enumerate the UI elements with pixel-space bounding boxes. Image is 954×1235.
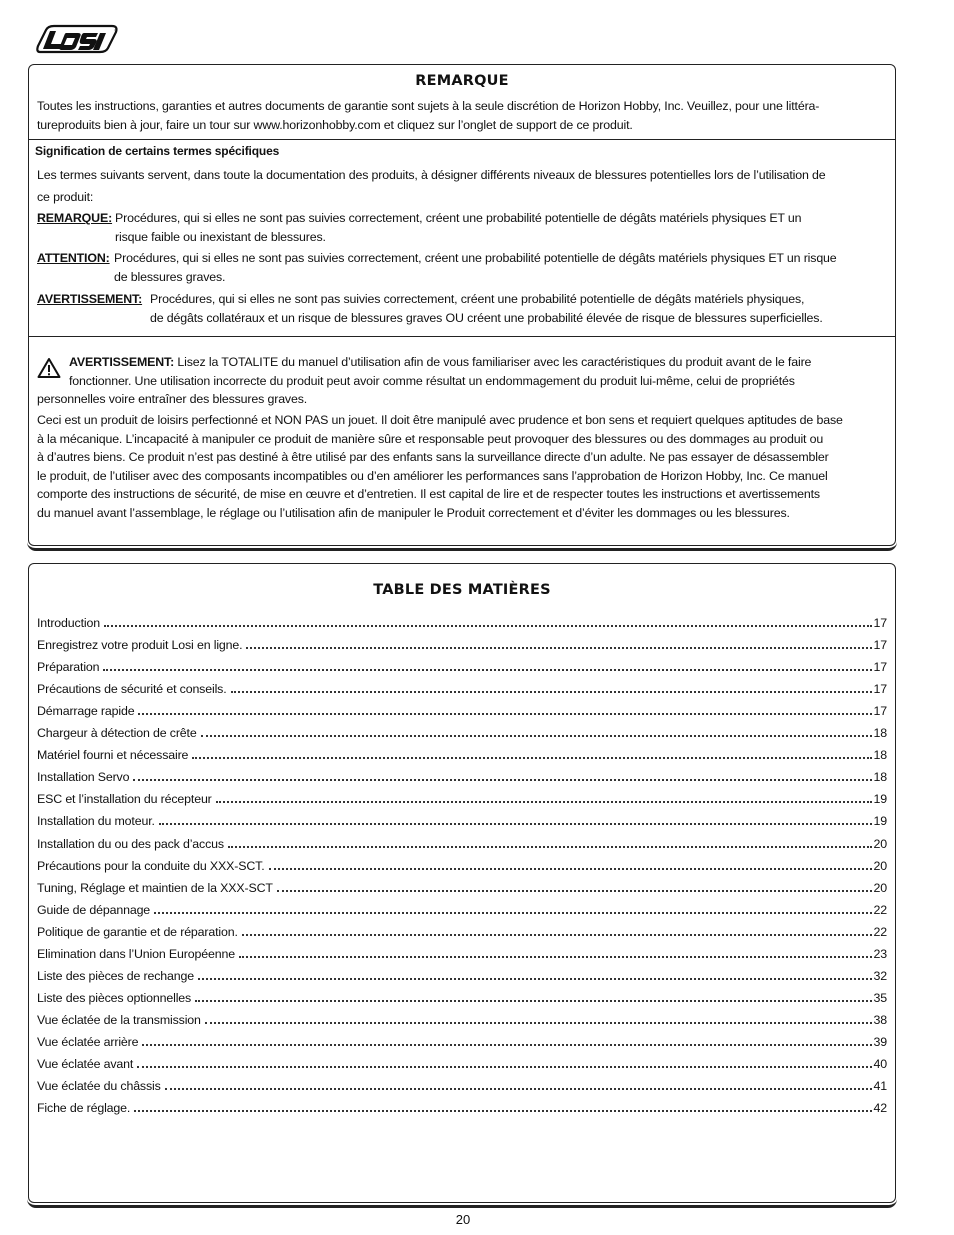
toc-entry-label: Chargeur à détection de crête <box>37 726 197 741</box>
toc-entry-page: 35 <box>873 990 887 1005</box>
toc-entry-label: Fiche de réglage. <box>37 1101 131 1116</box>
toc-entry-label: Préparation <box>37 660 100 675</box>
toc-leader-dots <box>133 767 871 781</box>
toc-entry-page: 41 <box>873 1079 887 1094</box>
toc-entry-page: 18 <box>873 726 887 741</box>
terms-intro-line: ce produit: <box>37 190 94 204</box>
divider <box>29 139 895 140</box>
toc-entry-page: 32 <box>873 968 887 983</box>
warning-label: AVERTISSEMENT: <box>69 355 175 369</box>
attention-line: Procédures, qui si elles ne sont pas suivies correctement, créent une probabilité potentielle de dégâts matériels physiques ET un risque <box>114 251 837 265</box>
toc-entry-page: 17 <box>873 616 887 630</box>
toc-entry[interactable] <box>37 720 887 740</box>
remarque-line: risque faible ou inexistant de blessures. <box>115 229 326 244</box>
notice-intro <box>37 97 819 134</box>
toc-entry[interactable] <box>37 786 887 806</box>
toc-entry-page: 17 <box>873 660 887 675</box>
toc-leader-dots <box>205 1010 872 1024</box>
toc-leader-dots <box>246 635 871 649</box>
toc-entry[interactable] <box>37 676 887 696</box>
attention-definition <box>114 249 837 286</box>
toc-entry-page: 39 <box>873 1034 887 1049</box>
toc-entry[interactable] <box>37 632 887 652</box>
toc-leader-dots <box>142 1032 871 1046</box>
hobby-line: le produit, de l’utiliser avec des composants incompatibles ou d’en améliorer les performances sans l’approbation de Horizon Hobby, Inc. Ce manuel <box>37 468 828 483</box>
toc-entry[interactable] <box>37 875 887 895</box>
toc-entry-page: 42 <box>873 1101 887 1116</box>
toc-entry-label: Enregistrez votre produit Losi en ligne. <box>37 638 243 653</box>
toc-entry-label: Précautions de sécurité et conseils. <box>37 682 227 697</box>
toc-leader-dots <box>242 922 872 936</box>
remarque-label: REMARQUE: <box>37 211 113 225</box>
toc-entry-page: 20 <box>873 836 887 851</box>
toc-entry-label: Politique de garantie et de réparation. <box>37 924 238 939</box>
toc-entry-label: Liste des pièces optionnelles <box>37 990 192 1005</box>
toc-entry-page: 23 <box>873 946 887 961</box>
notice-intro-line: Toutes les instructions, garanties et autres documents de garantie sont sujets à la seule discrétion de Horizon Hobby, Inc. Veuillez, pour une littéra- <box>37 99 820 113</box>
toc-entry-label: Introduction <box>37 616 100 630</box>
toc-entry-label: Tuning, Réglage et maintien de la XXX-SCT <box>37 880 273 895</box>
attention-term <box>37 249 110 268</box>
notice-box <box>28 64 896 546</box>
toc-entry-page: 40 <box>873 1057 887 1071</box>
toc-entry-page: 17 <box>873 638 887 653</box>
toc-entry[interactable] <box>37 808 887 828</box>
toc-leader-dots <box>239 944 872 958</box>
avertissement-label: AVERTISSEMENT: <box>37 292 143 306</box>
toc-entry[interactable] <box>37 941 887 961</box>
toc-entry[interactable] <box>37 963 887 983</box>
terms-intro-line: Les termes suivants servent, dans toute la documentation des produits, à désigner différents niveaux de blessures potentielles lors de l’utilisation de <box>37 168 826 182</box>
losi-logo <box>34 22 120 58</box>
toc-entry-label: Démarrage rapide <box>37 704 135 719</box>
toc-entry[interactable] <box>37 742 887 762</box>
warning-line: personnelles voire entraîner des blessures graves. <box>37 392 308 406</box>
terms-heading: Signification de certains termes spécifiques <box>35 144 280 158</box>
toc-leader-dots <box>104 613 872 627</box>
toc-entry-page: 19 <box>873 792 887 807</box>
toc-leader-dots <box>165 1076 872 1090</box>
warning-line: fonctionner. Une utilisation incorrecte du produit peut avoir comme résultat un endommagement du produit lui-même, celui de propriétés <box>69 373 795 388</box>
toc-leader-dots <box>277 878 872 892</box>
remarque-term <box>37 209 112 228</box>
toc-box <box>28 563 896 1203</box>
toc-entry-page: 20 <box>873 880 887 895</box>
toc-entry-label: Liste des pièces de rechange <box>37 968 194 983</box>
hobby-line: du manuel avant l’assemblage, le réglage ou l’utilisation afin de manipuler le Produit correctement et d’éviter les dommages ou les blessures. <box>37 505 790 520</box>
toc-leader-dots <box>198 966 872 980</box>
toc-entry[interactable] <box>37 1051 887 1071</box>
toc-entry-label: ESC et l’installation du récepteur <box>37 792 212 807</box>
terms-intro <box>37 164 826 208</box>
attention-line: de blessures graves. <box>114 269 226 284</box>
remarque-definition <box>115 209 801 246</box>
toc-entry-page: 22 <box>873 902 887 917</box>
toc-entry-label: Vue éclatée de la transmission <box>37 1012 201 1027</box>
hobby-line: comporte des instructions de sécurité, de mise en œuvre et d’entretien. Il est capital de lire et de respecter toutes les instructions et avertissements <box>37 487 820 502</box>
toc-leader-dots <box>134 1098 871 1112</box>
svg-text:®: ® <box>114 28 118 33</box>
warning-triangle-icon <box>37 357 61 379</box>
toc-entry-page: 17 <box>873 682 887 697</box>
toc-entry-page: 22 <box>873 924 887 939</box>
toc-entry-label: Précautions pour la conduite du XXX-SCT. <box>37 858 265 873</box>
toc-leader-dots <box>195 988 871 1002</box>
toc-entry[interactable] <box>37 897 887 917</box>
toc-entry[interactable] <box>37 764 887 784</box>
toc-leader-dots <box>231 679 872 693</box>
avertissement-line: Procédures, qui si elles ne sont pas suivies correctement, créent une probabilité potentielle de dégâts matériels physiques, <box>150 292 805 306</box>
toc-entry[interactable] <box>37 698 887 718</box>
toc-leader-dots <box>269 856 872 870</box>
hobby-line: à d’autres biens. Ce produit n’est pas destiné à être utilisé par des enfants sans la surveillance directe d’un adulte. Ne pas essayer de désassembler <box>37 450 829 465</box>
hobby-line: Ceci est un produit de loisirs perfectionné et NON PAS un jouet. Il doit être manipulé avec prudence et bon sens et requiert quelques aptitudes de base <box>37 413 843 427</box>
page-number: 20 <box>455 1212 471 1227</box>
toc-leader-dots <box>138 701 871 715</box>
toc-entry[interactable] <box>37 1007 887 1027</box>
toc-leader-dots <box>159 811 872 825</box>
toc-entry-label: Vue éclatée arrière <box>37 1034 139 1049</box>
warning-line: Lisez la TOTALITE du manuel d’utilisation afin de vous familiariser avec les caractéristiques du produit avant de le faire <box>177 355 812 369</box>
toc-title: TABLE DES MATIÈRES <box>373 582 551 598</box>
toc-entry-label: Matériel fourni et nécessaire <box>37 748 189 763</box>
toc-entry[interactable] <box>37 1095 887 1115</box>
hobby-line: à la mécanique. L’incapacité à manipuler ce produit de manière sûre et responsable peut provoquer des blessures ou des dommages au produit ou <box>37 431 824 446</box>
toc-entry-page: 18 <box>873 748 887 763</box>
notice-title: REMARQUE <box>415 73 509 89</box>
toc-entry-page: 20 <box>873 858 887 873</box>
toc-entry[interactable] <box>37 919 887 939</box>
toc-entry-label: Installation Servo <box>37 770 130 785</box>
avertissement-definition <box>150 290 823 327</box>
toc-entry-page: 19 <box>873 814 887 829</box>
toc-entry[interactable] <box>37 654 887 674</box>
warning-text-cont <box>37 390 307 409</box>
toc-entry[interactable] <box>37 1029 887 1049</box>
toc-entry-label: Guide de dépannage <box>37 902 151 917</box>
toc-entry[interactable] <box>37 985 887 1005</box>
toc-entry-label: Vue éclatée avant <box>37 1057 134 1071</box>
attention-label: ATTENTION: <box>37 251 110 265</box>
toc-entry[interactable] <box>37 1073 887 1093</box>
avertissement-term <box>37 290 142 309</box>
toc-entry-label: Installation du ou des pack d’accus <box>37 836 224 851</box>
toc-leader-dots <box>201 723 872 737</box>
toc-leader-dots <box>192 745 871 759</box>
toc-leader-dots <box>228 834 872 848</box>
avertissement-line: de dégâts collatéraux et un risque de blessures graves OU créent une probabilité élevée de risque de blessures superficielles. <box>150 310 823 325</box>
notice-intro-line: tureproduits bien à jour, faire un tour sur www.horizonhobby.com et cliquez sur l’onglet de support de ce produit. <box>37 117 633 132</box>
divider <box>29 336 895 337</box>
toc-entry-page: 18 <box>873 770 887 785</box>
toc-leader-dots <box>137 1054 871 1068</box>
toc-entry-label: Elimination dans l’Union Européenne <box>37 946 235 961</box>
toc-entry-page: 17 <box>873 704 887 719</box>
toc-entry[interactable] <box>37 853 887 873</box>
toc-entry-label: Installation du moteur. <box>37 814 155 829</box>
toc-entry[interactable] <box>37 610 887 630</box>
toc-leader-dots <box>103 657 871 671</box>
toc-entry-page: 38 <box>873 1012 887 1027</box>
hobby-paragraph <box>37 411 843 523</box>
toc-leader-dots <box>216 789 872 803</box>
toc-entry-label: Vue éclatée du châssis <box>37 1079 161 1094</box>
toc-leader-dots <box>154 900 871 914</box>
toc-entry[interactable] <box>37 831 887 851</box>
warning-text <box>69 353 811 390</box>
remarque-line: Procédures, qui si elles ne sont pas suivies correctement, créent une probabilité potentielle de dégâts matériels physiques ET un <box>115 211 802 225</box>
